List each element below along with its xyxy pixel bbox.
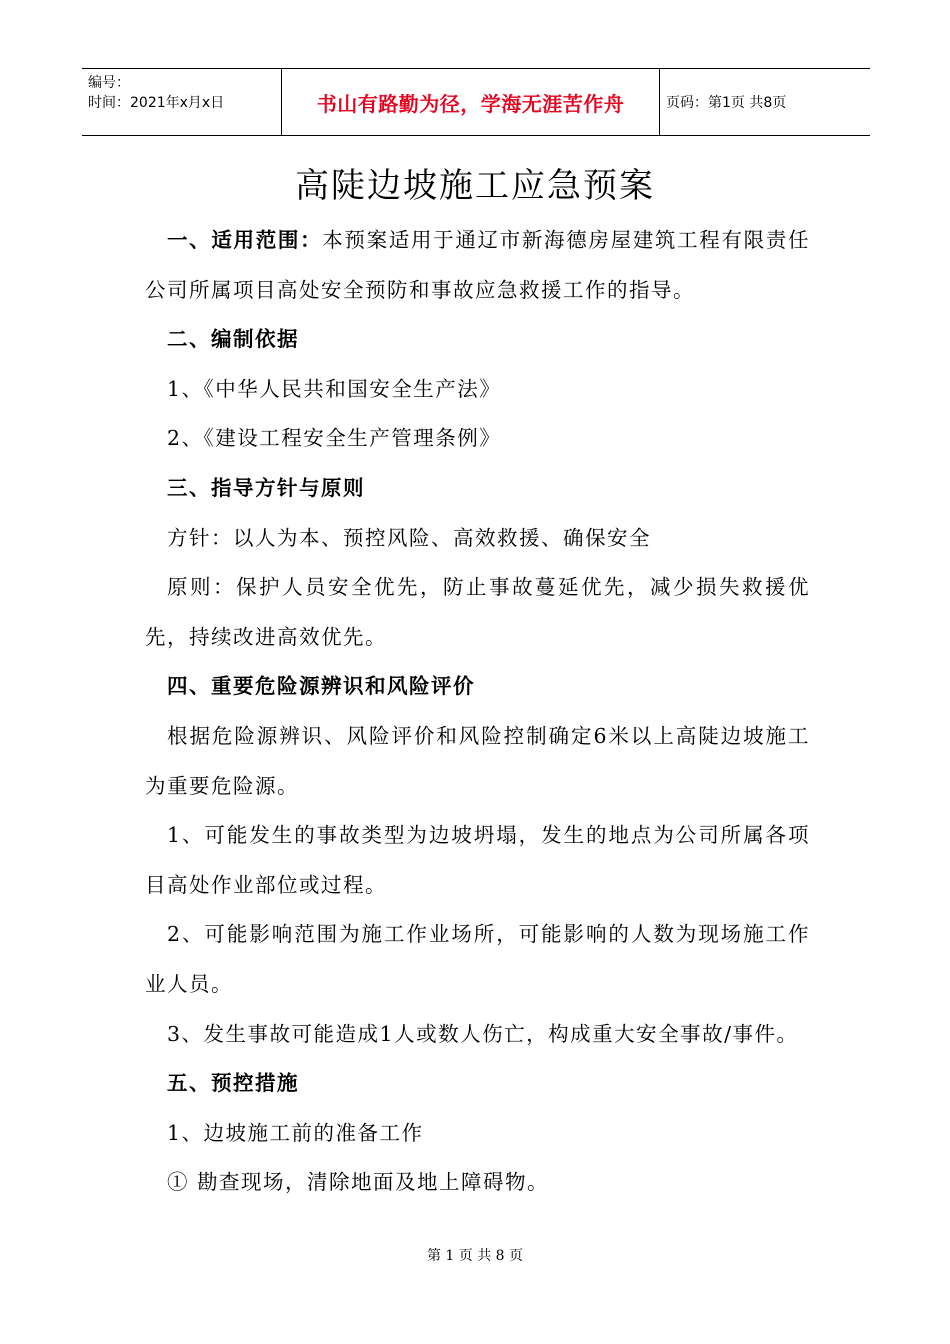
document-body [145, 216, 810, 1208]
document-number-label: 编号： [88, 75, 130, 91]
basis-item: 2、《建设工程安全生产管理条例》 [167, 426, 502, 451]
document-date-label: 时间：2021年x月x日 [88, 95, 225, 111]
measure-item: 1、边坡施工前的准备工作 [167, 1120, 424, 1145]
header-page-info: 页码：第1页 共8页 [666, 95, 787, 111]
principle-text: 原则：保护人员安全优先，防止事故蔓延优先，减少损失救援优先，持续改进高效优先。 [145, 575, 810, 649]
policy-text: 方针：以人为本、预控风险、高效救援、确保安全 [167, 525, 651, 550]
measures-heading: 五、预控措施 [167, 1071, 299, 1096]
hazards-heading: 四、重要危险源辨识和风险评价 [167, 674, 475, 699]
basis-heading: 二、编制依据 [167, 327, 299, 352]
document-title: 高陡边坡施工应急预案 [295, 166, 655, 206]
header-motto: 书山有路勤为径，学海无涯苦作舟 [282, 69, 660, 135]
scope-heading: 一、适用范围： [167, 228, 323, 252]
principles-heading: 三、指导方针与原则 [167, 475, 365, 500]
header-meta-cell [82, 69, 282, 135]
basis-item: 1、《中华人民共和国安全生产法》 [167, 376, 502, 401]
scope-text: 本预案适用于通辽市新海德房屋建筑工程有限责任公司所属项目高处安全预防和事故应急救援工作的指导。 [145, 228, 810, 302]
measure-item: ① 勘查现场，清除地面及地上障碍物。 [167, 1170, 550, 1195]
page-footer: 第 1 页 共 8 页 [426, 1248, 524, 1264]
hazard-item: 3、发生事故可能造成1人或数人伤亡，构成重大安全事故/事件。 [167, 1021, 799, 1046]
hazard-item: 2、可能影响范围为施工作业场所，可能影响的人数为现场施工作业人员。 [145, 922, 810, 996]
hazard-item: 1、可能发生的事故类型为边坡坍塌，发生的地点为公司所属各项目高处作业部位或过程。 [145, 823, 810, 897]
header-table [82, 68, 870, 136]
scope-paragraph [145, 216, 810, 315]
hazards-intro: 根据危险源辨识、风险评价和风险控制确定6米以上高陡边坡施工为重要危险源。 [145, 723, 810, 798]
